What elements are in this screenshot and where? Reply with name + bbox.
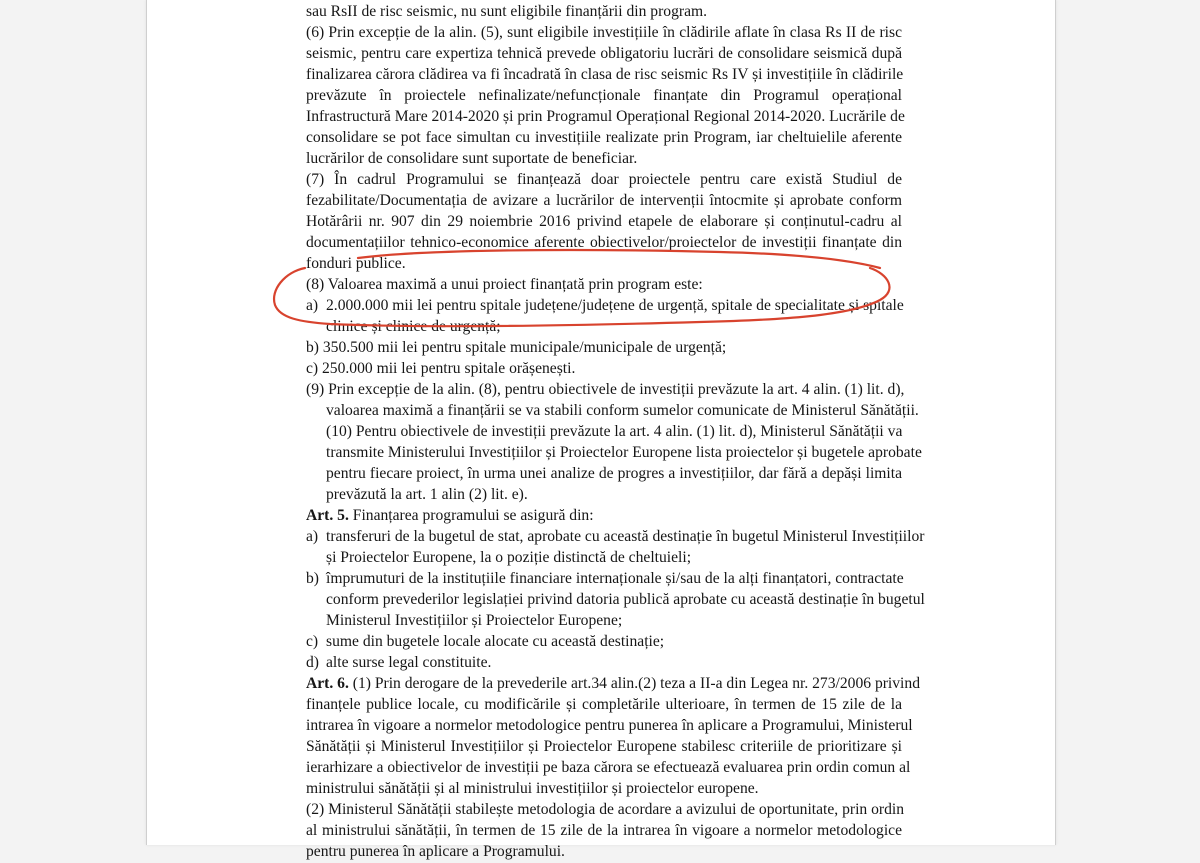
list-item-d bbox=[306, 653, 902, 674]
text-line: c) 250.000 mii lei pentru spitale orășenești. bbox=[306, 360, 576, 377]
text-line: transferuri de la bugetul de stat, aprobate cu această destinație în bugetul Ministerul Investițiilor bbox=[326, 528, 925, 545]
list-item-a bbox=[306, 296, 902, 317]
list-label: b) bbox=[306, 570, 319, 587]
list-label: c) bbox=[306, 633, 319, 650]
text-line: conform prevederilor legislației privind datoria publică aprobate cu această destinație în bugetul bbox=[326, 591, 925, 608]
text-line: fonduri publice. bbox=[306, 255, 406, 272]
text-line: (7) În cadrul Programului se finanțează doar proiectele pentru care există Studiul de bbox=[306, 171, 902, 188]
text-line: ierarhizare a obiectivelor de investiții pe baza cărora se efectuează evaluarea prin ordin comun al bbox=[306, 759, 911, 776]
text-line: Infrastructură Mare 2014-2020 și prin Programul Operațional Regional 2014-2020. Lucrările de bbox=[306, 108, 905, 125]
text-line: sume din bugetele locale alocate cu această destinație; bbox=[326, 633, 665, 650]
text-line: ministrului sănătății și al ministrului investițiilor și proiectelor europene. bbox=[306, 780, 759, 797]
text-line: Ministerul Investițiilor și Proiectelor Europene; bbox=[326, 612, 623, 629]
list-item-b bbox=[306, 569, 902, 590]
text-line: 2.000.000 mii lei pentru spitale județene/județene de urgență, spitale de specialitate și spitale bbox=[326, 297, 904, 314]
text-line: consolidare se pot face simultan cu investițiile realizate prin Program, iar cheltuielile aferente bbox=[306, 129, 902, 146]
text-line: și Proiectelor Europene, la o poziție distinctă de cheltuieli; bbox=[326, 549, 692, 566]
text-line: valoarea maximă a finanțării se va stabili conform sumelor comunicate de Ministerul Sănătății. bbox=[326, 402, 919, 419]
text-line: finanțele publice locale, cu modificările și completările ulterioare, în termen de 15 zile de la bbox=[306, 696, 902, 713]
text-line: (6) Prin excepție de la alin. (5), sunt eligibile investițiile în clădirile aflate în clasa Rs II de risc bbox=[306, 24, 902, 41]
list-label: d) bbox=[306, 654, 319, 671]
list-item-a bbox=[306, 527, 925, 548]
text-line: b) 350.500 mii lei pentru spitale municipale/municipale de urgență; bbox=[306, 339, 727, 356]
text-line: (8) Valoarea maximă a unui proiect finanțată prin program este: bbox=[306, 276, 703, 293]
list-label: a) bbox=[306, 297, 319, 314]
list-item-c bbox=[306, 632, 902, 653]
text-line: sau RsII de risc seismic, nu sunt eligibile finanțării din program. bbox=[306, 3, 708, 20]
text-line: al ministrului sănătății, în termen de 15 zile de la intrarea în vigoare a normelor metodologice bbox=[306, 822, 902, 839]
text-line: transmite Ministerului Investițiilor și Proiectelor Europene lista proiectelor și bugetele aprobate bbox=[326, 444, 922, 461]
list-label: a) bbox=[306, 528, 319, 545]
text-line: Hotărârii nr. 907 din 29 noiembrie 2016 privind etapele de elaborare și conținutul-cadru al bbox=[306, 213, 902, 230]
text-line: finalizarea cărora clădirea va fi încadrată în clasa de risc seismic Rs IV și investițiile în clădirile bbox=[306, 66, 904, 83]
article-6-heading bbox=[306, 674, 920, 695]
text-line: Finanțarea programului se asigură din: bbox=[352, 507, 594, 524]
text-line: pentru fiecare proiect, în urma unei analize de progres a investițiilor, dar fără a depăși limita bbox=[326, 465, 902, 482]
text-line: fezabilitate/Documentația de avizare a lucrărilor de intervenții întocmite și aprobate conform bbox=[306, 192, 902, 209]
text-line: (2) Ministerul Sănătății stabilește metodologia de acordare a avizului de oportunitate, prin ordin bbox=[306, 801, 905, 818]
text-line: prevăzute în proiectele nefinalizate/nefuncționale finanțate din Programul operațional bbox=[306, 87, 902, 104]
text-line: Sănătății și Ministerul Investițiilor și Proiectelor Europene stabilesc criteriile de prioritizare și bbox=[306, 738, 902, 755]
text-line: clinice și clinice de urgență; bbox=[326, 318, 501, 335]
text-line: pentru punerea în aplicare a Programului. bbox=[306, 843, 565, 860]
text-line: intrarea în vigoare a normelor metodologice pentru punerea în aplicare a Programului, Ministerul bbox=[306, 717, 913, 734]
text-line: seismic, pentru care expertiza tehnică prevede obligatoriu lucrări de consolidare seismică după bbox=[306, 45, 902, 62]
text-line: (1) Prin derogare de la prevederile art.34 alin.(2) teza a II-a din Legea nr. 273/2006 privind bbox=[352, 675, 920, 692]
text-line: prevăzută la art. 1 alin (2) lit. e). bbox=[326, 486, 528, 503]
text-line: alte surse legal constituite. bbox=[326, 654, 492, 671]
text-line: (9) Prin excepție de la alin. (8), pentru obiectivele de investiții prevăzute la art. 4 alin. (1) lit. d), bbox=[306, 381, 905, 398]
article-number: Art. 5. bbox=[306, 507, 349, 524]
article-5-heading bbox=[306, 506, 902, 527]
text-line: documentațiilor tehnico-economice aferente obiectivelor/proiectelor de investiții finanțate din bbox=[306, 234, 902, 251]
article-number: Art. 6. bbox=[306, 675, 349, 692]
text-line: lucrărilor de consolidare sunt suportate de beneficiar. bbox=[306, 150, 638, 167]
text-line: împrumuturi de la instituțiile financiare internaționale și/sau de la alți finanțatori, contractate bbox=[326, 570, 904, 587]
text-line: (10) Pentru obiectivele de investiții prevăzute la art. 4 alin. (1) lit. d), Ministerul Sănătății va bbox=[326, 423, 903, 440]
